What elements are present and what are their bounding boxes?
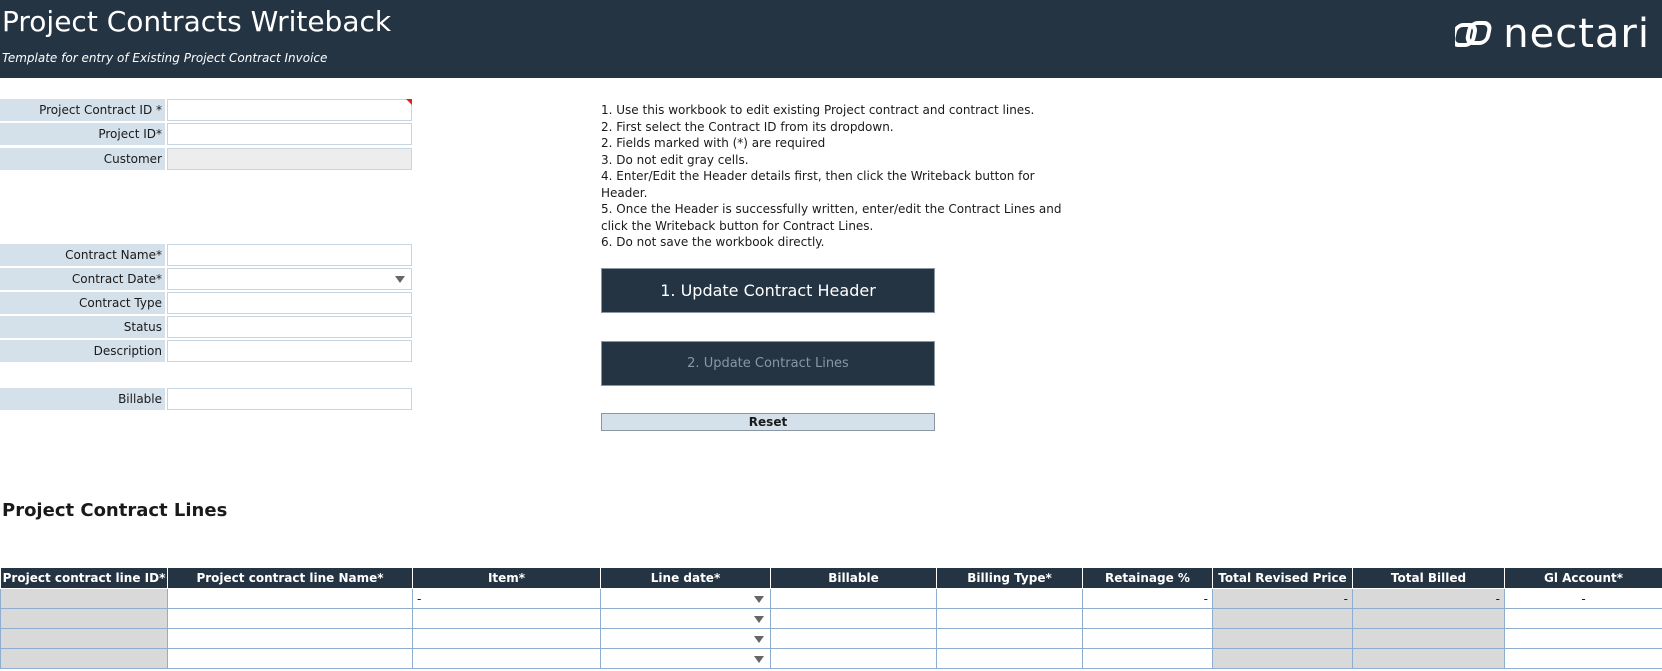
billing-type-cell[interactable]: [937, 629, 1083, 649]
reset-button[interactable]: Reset: [601, 413, 935, 431]
line-name-cell[interactable]: [168, 609, 413, 629]
gl-account-cell[interactable]: [1505, 649, 1662, 669]
project-id-label: Project ID*: [0, 123, 165, 145]
column-header[interactable]: Gl Account*: [1505, 568, 1662, 589]
column-header[interactable]: Total Billed: [1353, 568, 1505, 589]
contract-date-label: Contract Date*: [0, 268, 165, 290]
billable-label: Billable: [0, 388, 165, 410]
page-title: Project Contracts Writeback: [2, 5, 392, 38]
line-id-cell: [1, 649, 168, 669]
column-header[interactable]: Billable: [771, 568, 937, 589]
total-revised-price-cell: -: [1213, 589, 1353, 609]
item-cell[interactable]: [413, 609, 601, 629]
line-id-cell: [1, 609, 168, 629]
logo-text: nectari: [1503, 11, 1650, 57]
line-name-cell[interactable]: [168, 589, 413, 609]
item-cell[interactable]: [413, 649, 601, 669]
total-billed-cell: [1353, 629, 1505, 649]
table-row: [1, 609, 1662, 629]
column-header[interactable]: Line date*: [601, 568, 771, 589]
retainage-cell[interactable]: [1083, 649, 1213, 669]
billing-type-cell[interactable]: [937, 649, 1083, 669]
column-header[interactable]: Item*: [413, 568, 601, 589]
gl-account-cell[interactable]: [1505, 609, 1662, 629]
billable-cell[interactable]: [771, 589, 937, 609]
line-id-cell: [1, 629, 168, 649]
nectari-logo-icon: [1455, 17, 1495, 51]
page-subtitle: Template for entry of Existing Project Contract Invoice: [2, 51, 328, 65]
total-billed-cell: [1353, 609, 1505, 629]
chevron-down-icon[interactable]: [754, 636, 764, 643]
billing-type-cell[interactable]: [937, 589, 1083, 609]
project-id-field[interactable]: [167, 123, 412, 145]
customer-label: Customer: [0, 148, 165, 170]
retainage-cell[interactable]: [1083, 629, 1213, 649]
total-revised-price-cell: [1213, 609, 1353, 629]
total-revised-price-cell: [1213, 649, 1353, 669]
instruction-line: 3. Do not edit gray cells.: [601, 152, 749, 167]
nectari-logo: [1455, 11, 1650, 57]
line-date-cell[interactable]: [601, 589, 771, 609]
update-contract-header-button[interactable]: 1. Update Contract Header: [601, 268, 935, 313]
total-billed-cell: -: [1353, 589, 1505, 609]
instruction-line: 1. Use this workbook to edit existing Project contract and contract lines.: [601, 103, 1035, 117]
chevron-down-icon[interactable]: [754, 616, 764, 623]
chevron-down-icon[interactable]: [395, 276, 405, 283]
column-header[interactable]: Retainage %: [1083, 568, 1213, 589]
billing-type-cell[interactable]: [937, 609, 1083, 629]
project-contract-id-field[interactable]: [167, 99, 412, 121]
customer-field: [167, 148, 412, 170]
total-billed-cell: [1353, 649, 1505, 669]
table-row: [1, 629, 1662, 649]
update-contract-lines-button[interactable]: 2. Update Contract Lines: [601, 341, 935, 386]
status-label: Status: [0, 316, 165, 338]
instruction-line: 2. First select the Contract ID from its dropdown.: [601, 119, 894, 134]
item-cell[interactable]: -: [413, 589, 601, 609]
contract-type-field[interactable]: [167, 292, 412, 314]
contract-name-label: Contract Name*: [0, 244, 165, 266]
chevron-down-icon[interactable]: [754, 656, 764, 663]
line-name-cell[interactable]: [168, 649, 413, 669]
billable-field[interactable]: [167, 388, 412, 410]
description-label: Description: [0, 340, 165, 362]
instruction-line: 6. Do not save the workbook directly.: [601, 235, 825, 249]
gl-account-cell[interactable]: -: [1505, 589, 1662, 609]
gl-account-cell[interactable]: [1505, 629, 1662, 649]
line-date-cell[interactable]: [601, 609, 771, 629]
contract-type-label: Contract Type: [0, 292, 165, 314]
billable-cell[interactable]: [771, 649, 937, 669]
column-header[interactable]: Project contract line Name*: [168, 568, 413, 589]
description-field[interactable]: [167, 340, 412, 362]
column-header[interactable]: Project contract line ID*: [1, 568, 168, 589]
billable-cell[interactable]: [771, 609, 937, 629]
table-row: [1, 649, 1662, 669]
chevron-down-icon[interactable]: [754, 596, 764, 603]
instruction-line: 2. Fields marked with (*) are required: [601, 136, 826, 150]
table-header-row: [1, 568, 1662, 589]
retainage-cell[interactable]: [1083, 609, 1213, 629]
contract-date-field[interactable]: [167, 268, 412, 290]
item-cell[interactable]: [413, 629, 601, 649]
instruction-line: 4. Enter/Edit the Header details first, then click the Writeback button for Header.: [601, 169, 1035, 200]
contract-lines-title: Project Contract Lines: [2, 500, 228, 521]
instruction-line: 5. Once the Header is successfully written, enter/edit the Contract Lines and click the Writeback button for Contract Lines.: [601, 202, 1062, 233]
column-header[interactable]: Total Revised Price: [1213, 568, 1353, 589]
line-date-cell[interactable]: [601, 629, 771, 649]
header-banner: [0, 0, 1662, 78]
total-revised-price-cell: [1213, 629, 1353, 649]
retainage-cell[interactable]: -: [1083, 589, 1213, 609]
comment-indicator-icon: [406, 99, 412, 105]
billable-cell[interactable]: [771, 629, 937, 649]
line-name-cell[interactable]: [168, 629, 413, 649]
line-id-cell: [1, 589, 168, 609]
line-date-cell[interactable]: [601, 649, 771, 669]
contract-name-field[interactable]: [167, 244, 412, 266]
project-contract-id-label: Project Contract ID *: [0, 99, 165, 121]
column-header[interactable]: Billing Type*: [937, 568, 1083, 589]
contract-lines-table: [0, 567, 1662, 669]
instructions-list: [601, 102, 1081, 251]
status-field[interactable]: [167, 316, 412, 338]
table-row: [1, 589, 1662, 609]
